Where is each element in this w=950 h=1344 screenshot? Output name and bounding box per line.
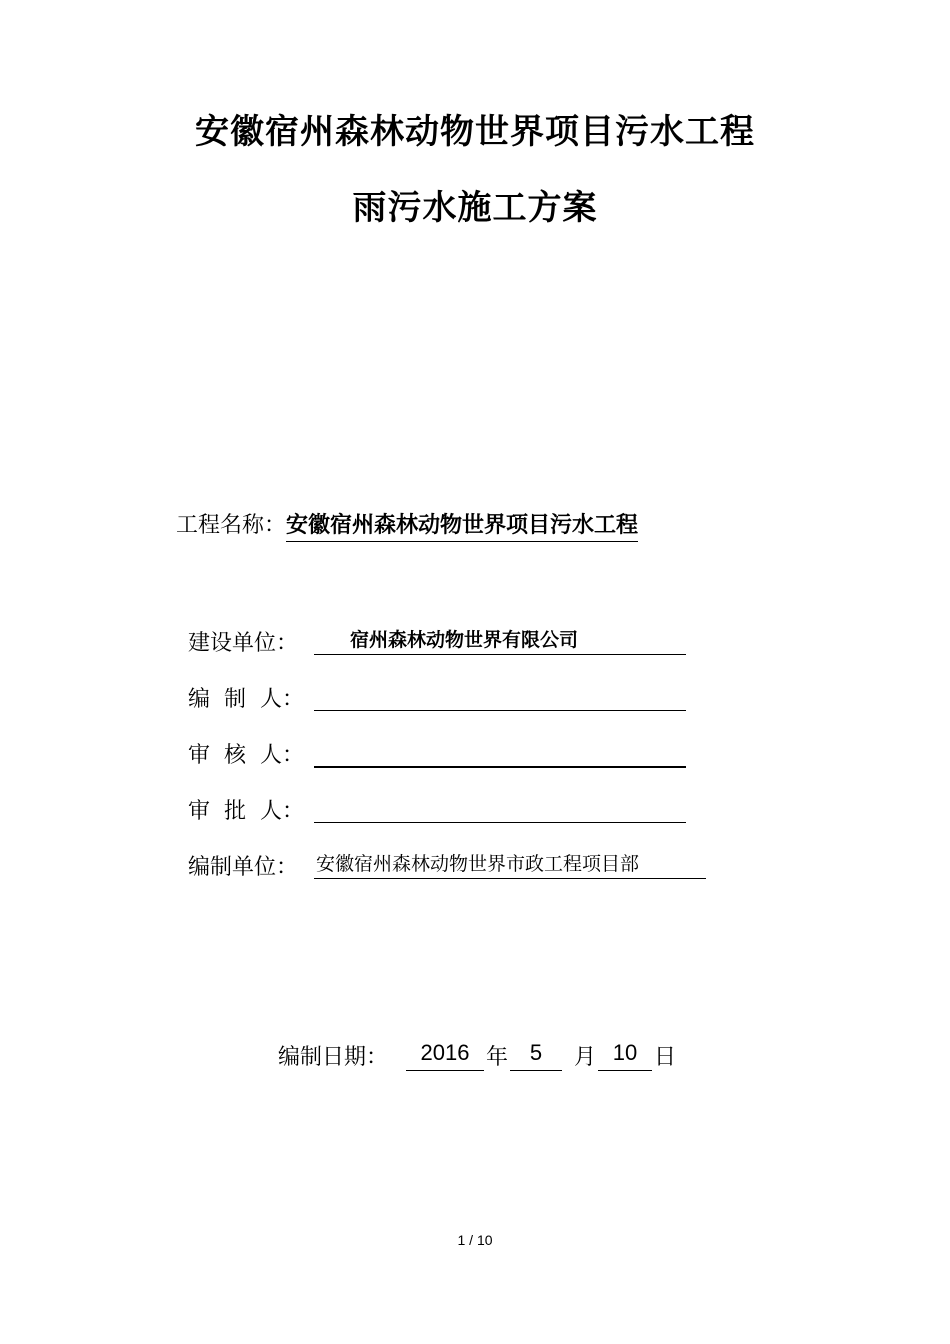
approver-label: 审 批 人：: [188, 799, 304, 824]
editor-field: [314, 682, 686, 711]
reviewer-row: [188, 738, 314, 769]
date-month-unit: 月: [574, 1045, 597, 1070]
project-name-value: 安徽宿州森林动物世界项目污水工程: [286, 508, 638, 542]
page-indicator: 1 / 10: [457, 1232, 493, 1248]
date-year-unit: 年: [486, 1045, 509, 1070]
compile-unit-field: [314, 850, 706, 879]
date-day-value: 10: [598, 1040, 652, 1071]
compile-unit-label: 编制单位：: [188, 855, 299, 880]
approver-row: [188, 794, 314, 825]
compile-date-label: 编制日期：: [278, 1045, 389, 1070]
reviewer-field: [314, 738, 686, 768]
date-month-value: 5: [510, 1040, 562, 1071]
reviewer-label: 审 核 人：: [188, 743, 304, 768]
editor-row: [188, 682, 314, 713]
editor-label: 编 制 人：: [188, 687, 304, 712]
build-unit-row: [188, 626, 579, 657]
approver-field: [314, 794, 686, 823]
compile-unit-value: 安徽宿州森林动物世界市政工程项目部: [316, 853, 640, 875]
build-unit-value: 宿州森林动物世界有限公司: [350, 629, 579, 651]
document-title-line-2: 雨污水施工方案: [352, 188, 598, 228]
document-title-line-1: 安徽宿州森林动物世界项目污水工程: [195, 112, 755, 152]
project-name-row: [176, 508, 638, 542]
date-year-value: 2016: [406, 1040, 484, 1071]
build-unit-label: 建设单位：: [188, 631, 299, 656]
build-unit-field: [314, 626, 686, 655]
compile-unit-row: [188, 850, 640, 881]
project-name-label: 工程名称：: [176, 513, 287, 538]
date-day-unit: 日: [654, 1045, 677, 1070]
compile-date-row: [278, 1040, 678, 1071]
